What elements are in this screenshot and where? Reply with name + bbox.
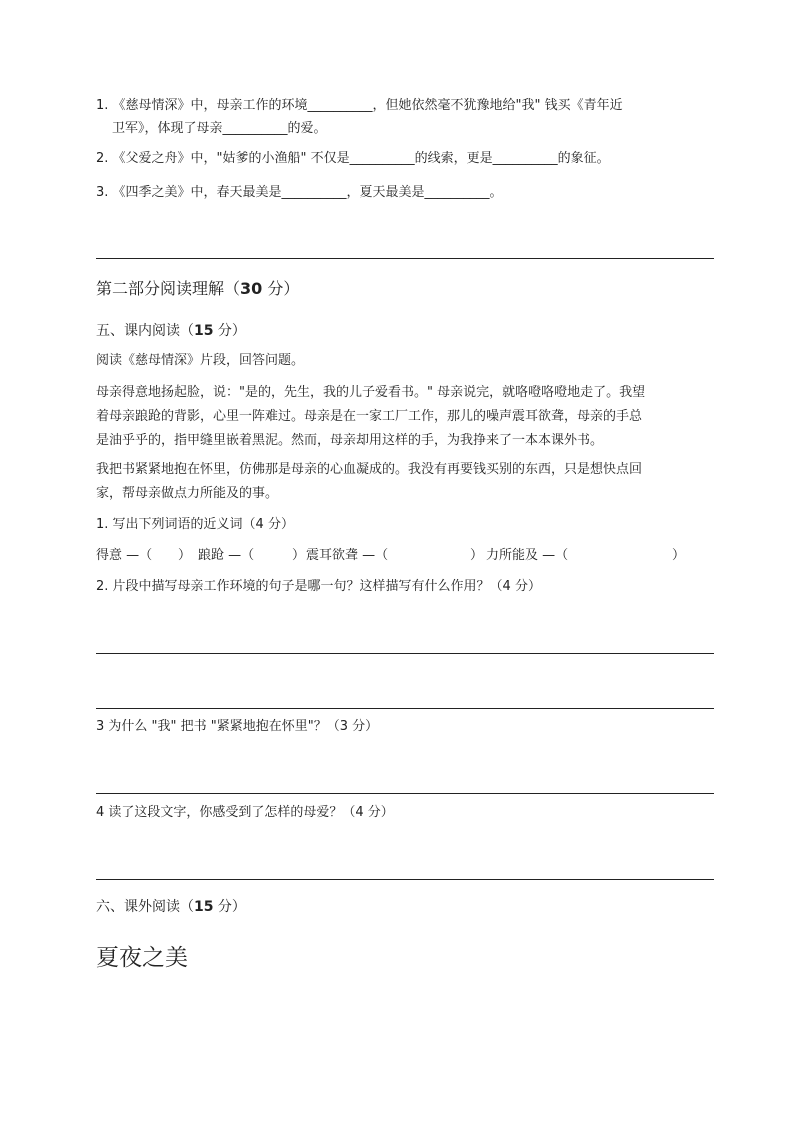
synonym-close: ） — [672, 548, 686, 563]
answer-line — [96, 708, 714, 709]
sub-question-1: 1. 写出下列词语的近义词（4 分） — [96, 517, 294, 532]
synonym-word: 震耳欲聋 —（ — [306, 548, 389, 563]
section6-heading: 六、课外阅读（15 分） — [96, 899, 246, 915]
passage-line: 母亲得意地扬起脸，说："是的，先生，我的儿子爱看书。" 母亲说完，就咯噔咯噔地走了。我望 — [96, 385, 646, 400]
answer-line — [96, 793, 714, 794]
sub-question-3: 3 为什么 "我" 把书 "紧紧地抱在怀里"？（3 分） — [96, 719, 379, 734]
sub-question-4: 4 读了这段文字，你感受到了怎样的母爱？（4 分） — [96, 805, 394, 820]
passage-line: 是油乎乎的，指甲缝里嵌着黑泥。然而，母亲却用这样的手，为我挣来了一本本课外书。 — [96, 433, 604, 448]
synonym-close: ） — [178, 548, 192, 563]
synonym-close: ） — [470, 548, 484, 563]
question-2: 2. 《父爱之舟》中，"姑爹的小渔船" 不仅是__________的线索，更是__________的象征。 — [96, 151, 610, 166]
question-3: 3. 《四季之美》中，春天最美是__________，夏天最美是__________。 — [96, 185, 503, 200]
part2-score: 30 — [240, 279, 263, 298]
answer-line — [96, 653, 714, 654]
answer-line — [96, 879, 714, 880]
question-1-line-2: 卫军》，体现了母亲__________的爱。 — [112, 121, 327, 136]
section5-intro: 阅读《慈母情深》片段，回答问题。 — [96, 353, 305, 368]
passage-line: 我把书紧紧地抱在怀里，仿佛那是母亲的心血凝成的。我没有再要钱买别的东西，只是想快点回 — [96, 462, 643, 477]
part2-heading: 第二部分阅读理解（30 分） — [96, 279, 300, 298]
section6-score: 15 — [194, 899, 214, 915]
passage-line: 家，帮母亲做点力所能及的事。 — [96, 486, 279, 501]
synonym-word: 力所能及 —（ — [486, 548, 569, 563]
section5-heading: 五、课内阅读（15 分） — [96, 323, 246, 339]
divider — [96, 258, 714, 259]
synonym-close: ） — [292, 548, 306, 563]
synonym-word: 踉跄 —（ — [198, 548, 255, 563]
synonym-word: 得意 —（ — [96, 548, 153, 563]
section5-score: 15 — [194, 323, 214, 339]
article-title: 夏夜之美 — [96, 945, 188, 971]
passage-line: 着母亲踉跄的背影，心里一阵难过。母亲是在一家工厂工作，那儿的噪声震耳欲聋，母亲的手总 — [96, 409, 643, 424]
question-1-line-1: 1. 《慈母情深》中，母亲工作的环境__________，但她依然毫不犹豫地给"我" 钱买《青年近 — [96, 98, 623, 113]
sub-question-2: 2. 片段中描写母亲工作环境的句子是哪一句？这样描写有什么作用？（4 分） — [96, 579, 541, 594]
